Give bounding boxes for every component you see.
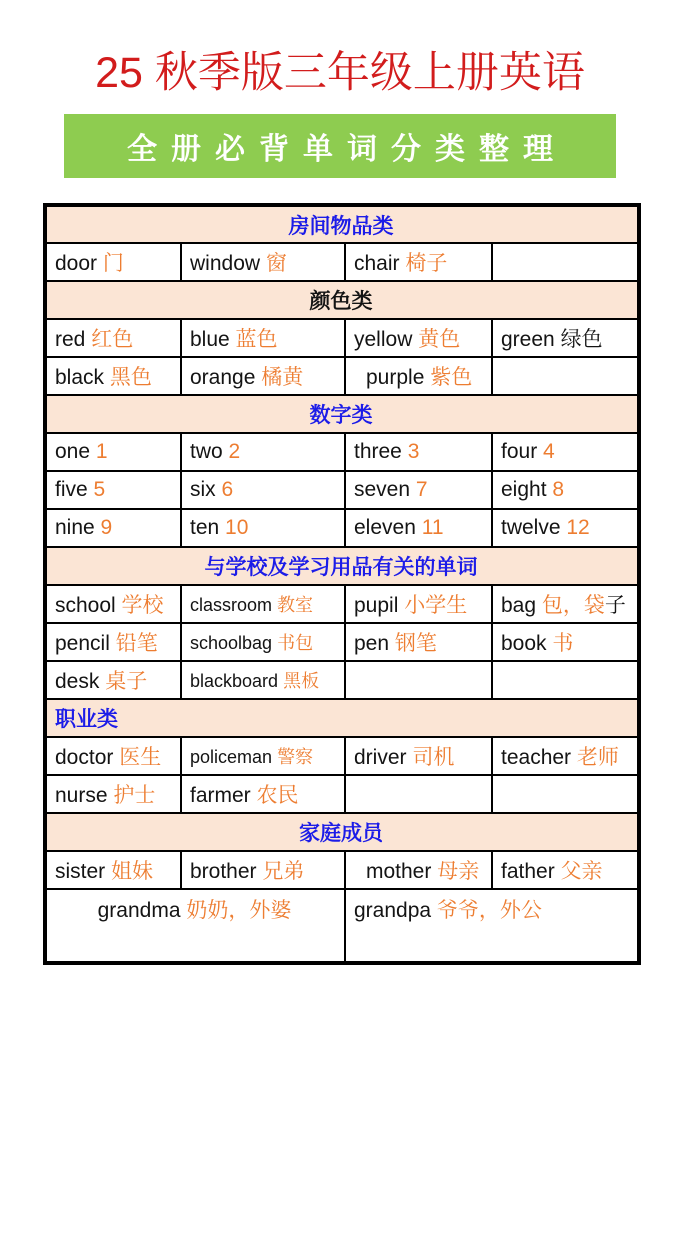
word-row	[45, 433, 639, 471]
english-word: school	[55, 594, 116, 618]
word-row	[45, 737, 639, 775]
chinese-translation: 橘黄	[261, 366, 304, 390]
english-word: blue	[190, 328, 230, 352]
chinese-translation: 10	[225, 516, 249, 540]
word-row	[45, 585, 639, 623]
word-cell	[45, 851, 181, 889]
vocab-table-body	[45, 205, 639, 963]
section-header-3: 与学校及学习用品有关的单词	[45, 547, 639, 585]
word-cell	[45, 585, 181, 623]
word-cell	[345, 623, 492, 661]
word-row	[45, 509, 639, 547]
empty-cell	[492, 661, 639, 699]
section-row	[45, 547, 639, 585]
word-row	[45, 471, 639, 509]
chinese-translation: 钢笔	[394, 632, 437, 656]
english-word: farmer	[190, 784, 251, 808]
chinese-translation: 蓝色	[235, 328, 278, 352]
chinese-translation: 书	[552, 632, 574, 656]
word-cell	[345, 319, 492, 357]
word-row	[45, 357, 639, 395]
word-row	[45, 889, 639, 963]
word-row	[45, 661, 639, 699]
chinese-translation: 12	[566, 516, 590, 540]
word-cell	[345, 357, 492, 395]
vocab-table	[43, 203, 641, 965]
section-header-0: 房间物品类	[45, 205, 639, 243]
word-cell	[492, 737, 639, 775]
chinese-translation: 门	[102, 252, 124, 276]
word-cell	[45, 775, 181, 813]
word-cell	[345, 243, 492, 281]
english-word: nine	[55, 516, 95, 540]
section-header-4: 职业类	[45, 699, 639, 737]
word-cell	[181, 433, 345, 471]
word-cell	[492, 433, 639, 471]
chinese-translation: 黄色	[418, 328, 461, 352]
english-word: pen	[354, 632, 390, 656]
english-word: driver	[354, 746, 407, 770]
english-word: yellow	[354, 328, 413, 352]
word-cell	[492, 623, 639, 661]
english-word: two	[190, 440, 223, 464]
chinese-translation: 农民	[256, 784, 299, 808]
english-word: green	[501, 328, 555, 352]
chinese-translation: 9	[100, 516, 113, 540]
english-word: sister	[55, 860, 106, 884]
subtitle-text: 全册必背单词分类整理	[127, 132, 567, 168]
chinese-translation: 7	[415, 478, 428, 502]
english-word: window	[190, 252, 261, 276]
chinese-translation: 黑板	[283, 671, 320, 692]
word-cell	[181, 661, 345, 699]
english-word: eight	[501, 478, 547, 502]
word-cell	[345, 737, 492, 775]
chinese-translation: 姐妹	[111, 860, 154, 884]
english-word: five	[55, 478, 88, 502]
chinese-translation: 窗	[265, 252, 287, 276]
empty-cell	[492, 775, 639, 813]
chinese-translation: 书包	[277, 633, 314, 654]
word-cell	[492, 851, 639, 889]
chinese-translation: 小学生	[404, 594, 468, 618]
word-cell	[181, 357, 345, 395]
english-word: pencil	[55, 632, 110, 656]
english-word: pupil	[354, 594, 399, 618]
section-row	[45, 281, 639, 319]
word-cell	[181, 471, 345, 509]
word-row	[45, 319, 639, 357]
chinese-translation: 警察	[277, 747, 314, 768]
word-cell	[181, 319, 345, 357]
word-cell	[492, 471, 639, 509]
chinese-translation: 紫色	[430, 366, 473, 390]
chinese-translation: 4	[543, 440, 555, 464]
english-word: twelve	[501, 516, 561, 540]
word-cell	[181, 509, 345, 547]
word-cell	[492, 585, 639, 623]
word-cell	[45, 433, 181, 471]
english-word: door	[55, 252, 98, 276]
word-cell	[45, 471, 181, 509]
english-word: seven	[354, 478, 411, 502]
empty-cell	[345, 775, 492, 813]
english-word: one	[55, 440, 91, 464]
word-cell	[181, 775, 345, 813]
english-word: book	[501, 632, 547, 656]
section-header-5: 家庭成员	[45, 813, 639, 851]
word-cell	[181, 243, 345, 281]
chinese-translation: 绿色	[560, 328, 603, 352]
english-word: eleven	[354, 516, 416, 540]
english-word: purple	[366, 366, 425, 390]
chinese-translation: 2	[228, 440, 241, 464]
english-word: grandpa	[354, 899, 432, 923]
word-cell	[345, 851, 492, 889]
word-cell	[181, 737, 345, 775]
subtitle-banner	[64, 114, 616, 178]
chinese-translation: 6	[221, 478, 234, 502]
word-cell	[345, 585, 492, 623]
section-row	[45, 395, 639, 433]
english-word: teacher	[501, 746, 572, 770]
chinese-translation: 老师	[576, 746, 619, 770]
english-word: schoolbag	[190, 633, 273, 654]
chinese-translation: 学校	[121, 594, 164, 618]
chinese-translation: 护士	[113, 784, 156, 808]
chinese-translation: 1	[95, 440, 108, 464]
chinese-translation: 3	[407, 440, 420, 464]
empty-cell	[492, 357, 639, 395]
word-row	[45, 623, 639, 661]
word-cell	[45, 509, 181, 547]
chinese-translation-tail: 子	[604, 594, 626, 618]
english-word: three	[354, 440, 402, 464]
section-header-1: 颜色类	[45, 281, 639, 319]
word-cell	[181, 585, 345, 623]
english-word: ten	[190, 516, 220, 540]
english-word: desk	[55, 670, 100, 694]
chinese-translation: 司机	[412, 746, 455, 770]
word-cell	[492, 509, 639, 547]
english-word: black	[55, 366, 105, 390]
word-row	[45, 775, 639, 813]
english-word: six	[190, 478, 216, 502]
english-word: chair	[354, 252, 400, 276]
english-word: bag	[501, 594, 537, 618]
word-cell	[345, 471, 492, 509]
study-sheet	[0, 46, 680, 965]
word-cell	[45, 319, 181, 357]
section-row	[45, 699, 639, 737]
chinese-translation: 包，袋	[541, 594, 605, 618]
chinese-translation: 铅笔	[115, 632, 158, 656]
word-row	[45, 243, 639, 281]
english-word: orange	[190, 366, 256, 390]
section-row	[45, 813, 639, 851]
word-cell	[345, 509, 492, 547]
word-cell	[45, 661, 181, 699]
chinese-translation: 红色	[91, 328, 134, 352]
chinese-translation: 医生	[119, 746, 162, 770]
english-word: mother	[366, 860, 432, 884]
chinese-translation: 教室	[277, 595, 314, 616]
chinese-translation: 椅子	[405, 252, 448, 276]
chinese-translation: 桌子	[105, 670, 148, 694]
chinese-translation: 黑色	[109, 366, 152, 390]
english-word: brother	[190, 860, 257, 884]
chinese-translation: 8	[552, 478, 565, 502]
chinese-translation: 11	[421, 516, 444, 540]
english-word: red	[55, 328, 86, 352]
english-word: four	[501, 440, 538, 464]
word-cell	[492, 319, 639, 357]
empty-cell	[492, 243, 639, 281]
empty-cell	[345, 661, 492, 699]
word-cell	[345, 889, 639, 963]
chinese-translation: 5	[93, 478, 106, 502]
word-cell	[345, 433, 492, 471]
chinese-translation: 母亲	[437, 860, 480, 884]
chinese-translation: 奶奶，外婆	[186, 899, 292, 923]
word-cell	[45, 243, 181, 281]
word-cell	[181, 623, 345, 661]
english-word: policeman	[190, 747, 273, 768]
word-cell	[181, 851, 345, 889]
word-cell	[45, 737, 181, 775]
word-cell	[45, 623, 181, 661]
english-word: blackboard	[190, 671, 279, 692]
chinese-translation: 兄弟	[262, 860, 305, 884]
english-word: classroom	[190, 595, 273, 616]
section-row	[45, 205, 639, 243]
word-row	[45, 851, 639, 889]
english-word: grandma	[97, 899, 181, 923]
word-cell	[45, 357, 181, 395]
word-cell	[45, 889, 345, 963]
chinese-translation: 父亲	[560, 860, 603, 884]
chinese-translation: 爷爷，外公	[436, 899, 542, 923]
section-header-2: 数字类	[45, 395, 639, 433]
english-word: father	[501, 860, 555, 884]
english-word: doctor	[55, 746, 114, 770]
page-title: 25 秋季版三年级上册英语	[95, 49, 585, 97]
english-word: nurse	[55, 784, 108, 808]
